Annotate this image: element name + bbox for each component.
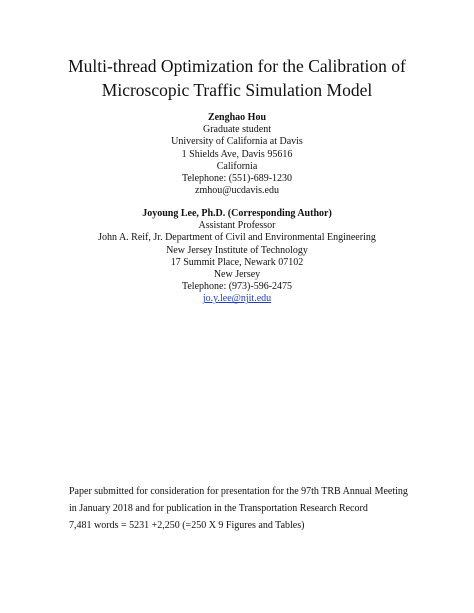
author-block-2 xyxy=(0,208,474,306)
author-2-email-link[interactable]: jo.y.lee@njit.edu xyxy=(202,293,272,305)
paper-title-line-2: Microscopic Traffic Simulation Model xyxy=(101,80,373,100)
paper-title-line-1: Multi-thread Optimization for the Calibration of xyxy=(68,56,406,76)
author-1-position: Graduate student xyxy=(202,124,272,136)
author-block-1 xyxy=(0,112,474,197)
author-2-telephone: Telephone: (973)-596-2475 xyxy=(181,281,293,293)
author-2-position: Assistant Professor xyxy=(198,220,276,232)
submission-note: Paper submitted for consideration for presentation for the 97th TRB Annual Meeting in January 2018 and for publication in the Transportation Research Record xyxy=(69,486,408,514)
author-2-name: Joyoung Lee, Ph.D. (Corresponding Author) xyxy=(142,208,332,219)
author-2-address: 17 Summit Place, Newark 07102 xyxy=(170,256,304,268)
author-1-telephone: Telephone: (551)-689-1230 xyxy=(181,173,293,185)
author-1-state: California xyxy=(216,160,258,172)
author-2-institute: New Jersey Institute of Technology xyxy=(166,244,308,256)
author-2-state: New Jersey xyxy=(213,269,261,281)
author-1-name: Zenghao Hou xyxy=(207,112,267,123)
word-count: 7,481 words = 5231 +2,250 (=250 X 9 Figures and Tables) xyxy=(69,520,305,531)
author-2-department: John A. Reif, Jr. Department of Civil and Environmental Engineering xyxy=(98,232,376,244)
author-1-affiliation: University of California at Davis xyxy=(171,136,303,148)
author-1-email: zmhou@ucdavis.edu xyxy=(195,185,279,197)
author-1-address: 1 Shields Ave, Davis 95616 xyxy=(181,148,293,160)
